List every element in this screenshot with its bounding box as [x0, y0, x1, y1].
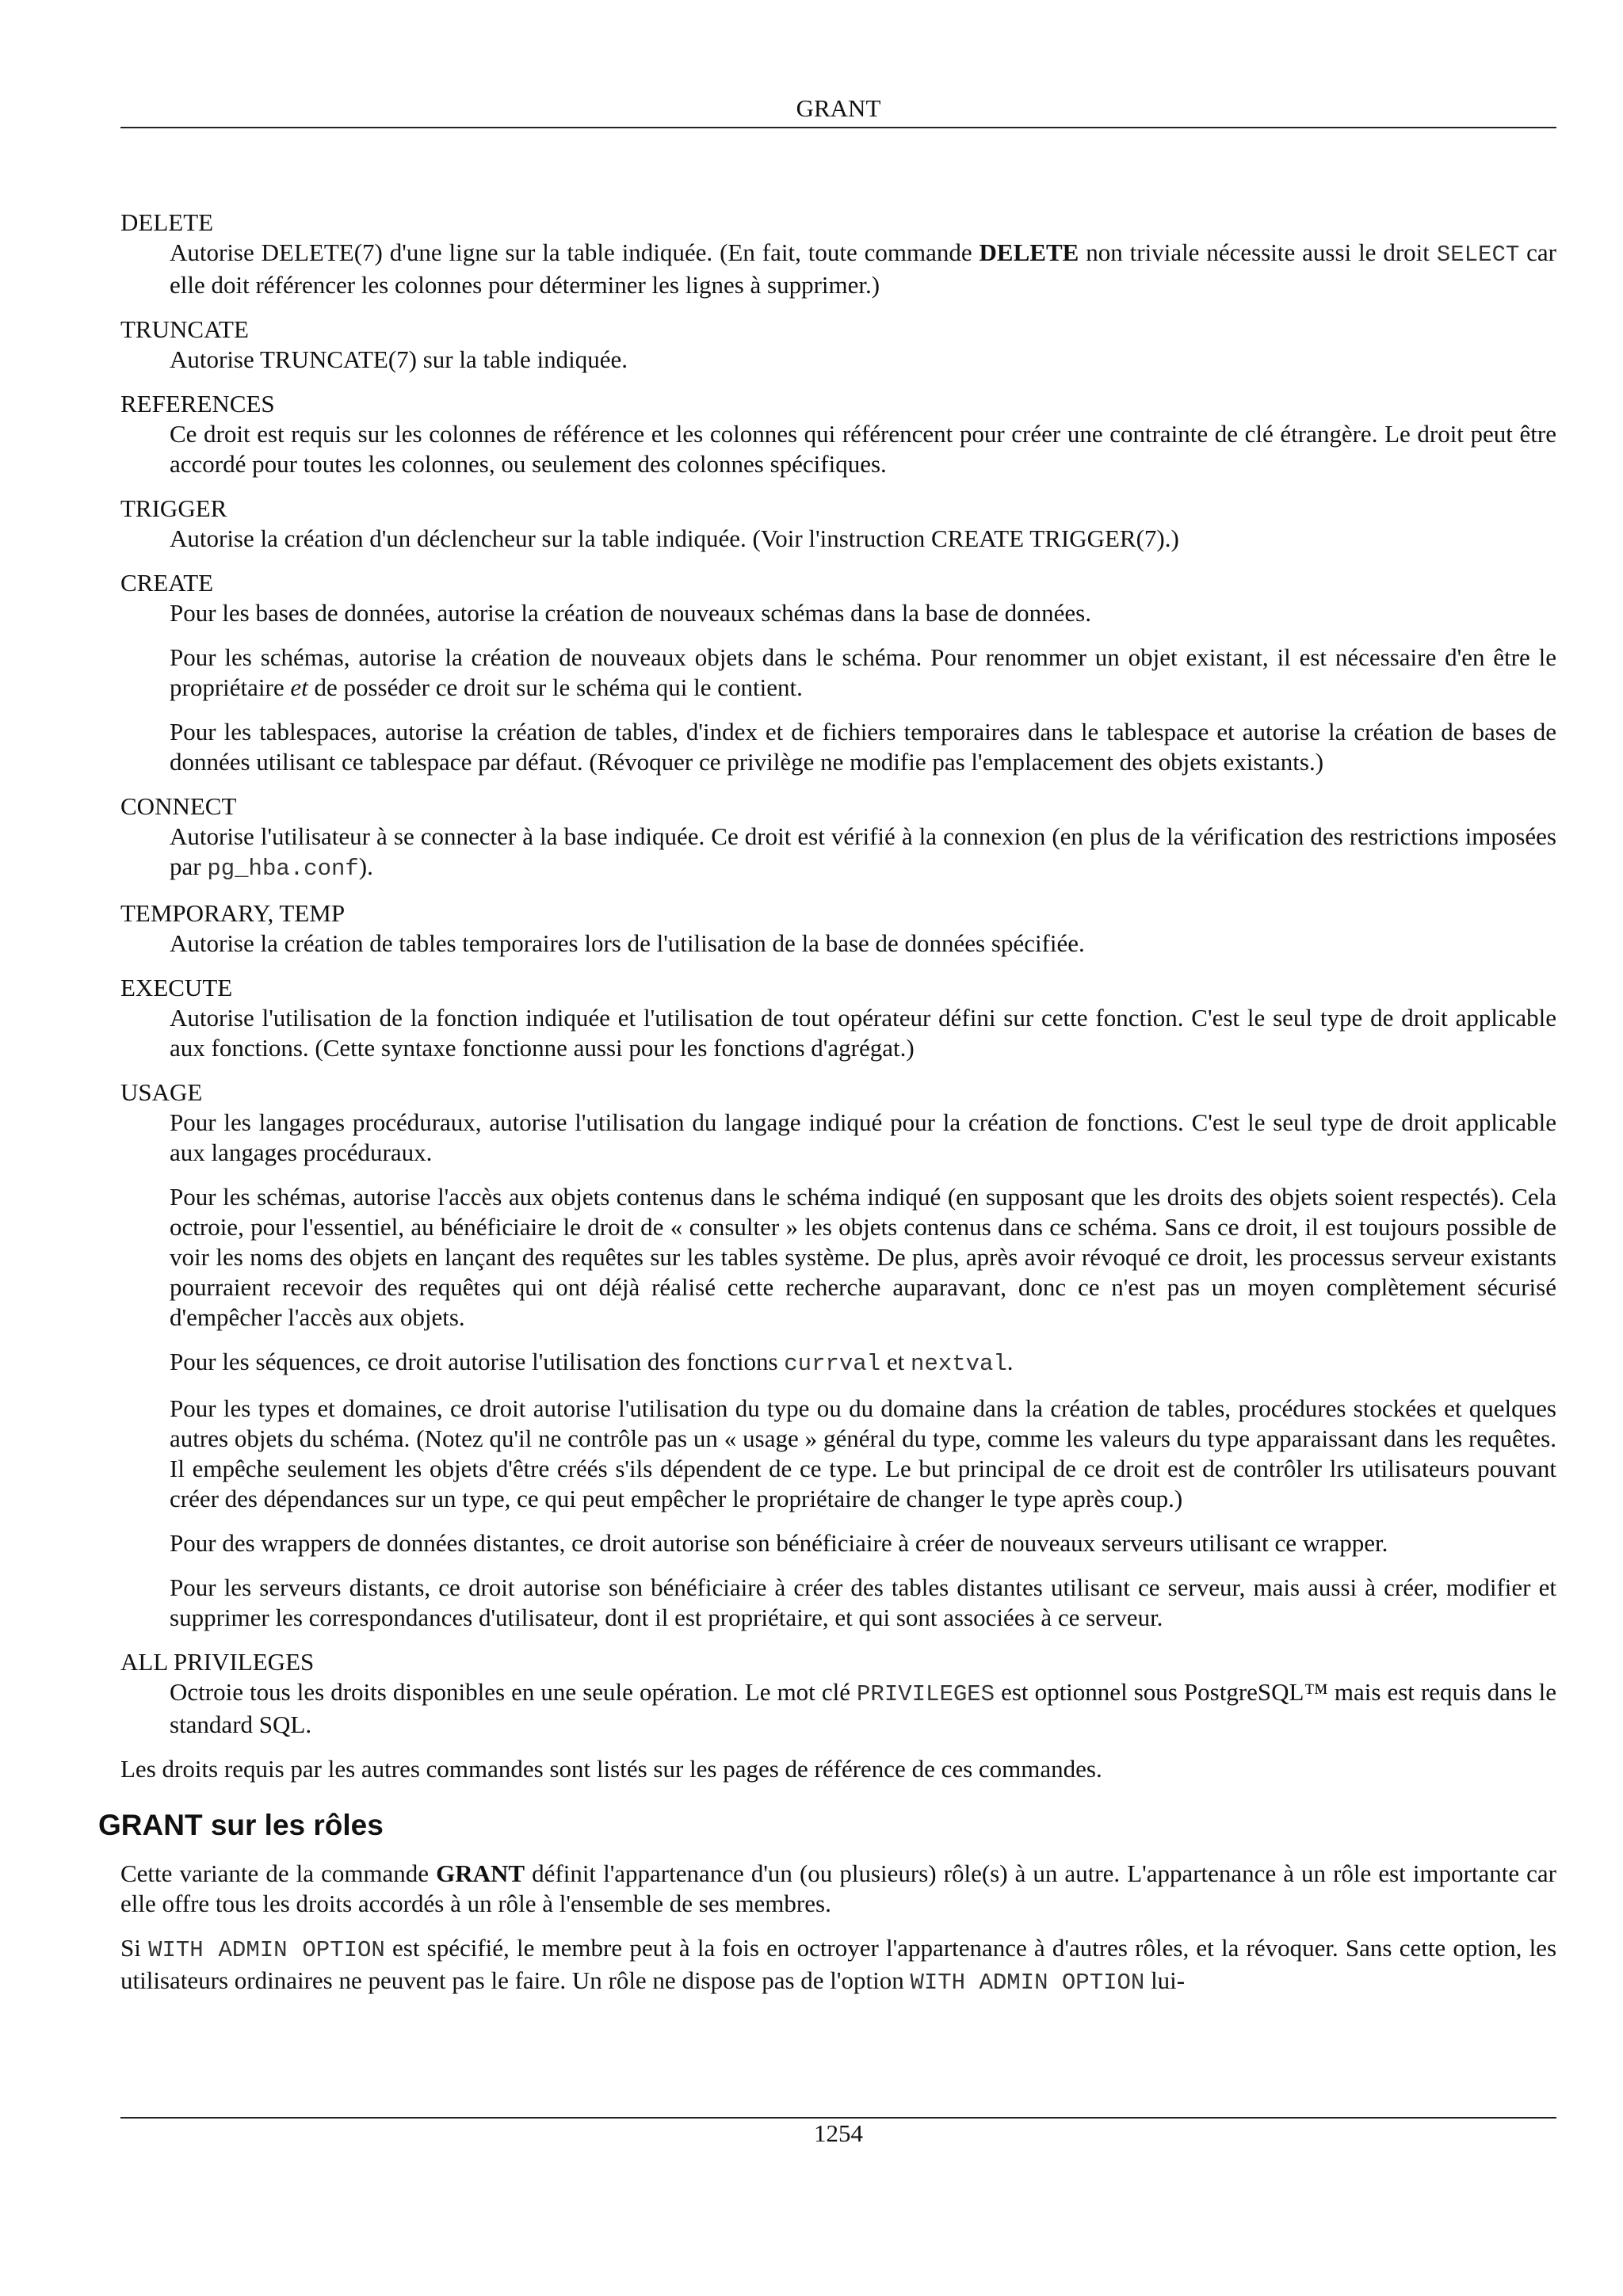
definition-paragraph: Autorise la création d'un déclencheur sur la table indiquée. (Voir l'instruction CREATE TRIGGER(7).) [170, 524, 1179, 552]
definition-execute [170, 1003, 1556, 1063]
definition-paragraph: Pour les langages procéduraux, autorise l'utilisation du langage indiqué pour la création de fonctions. C'est le seul type de droit applicable aux langages procéduraux. [170, 1108, 1556, 1166]
text-run: est spécifié, le membre peut à la fois en octroyer l'appartenance à d'autres rôles, et la révoquer. Sans cette option, les utilisateurs ordinaires ne peuvent pas le faire. Un rôle ne dispose pas de l'option [120, 1934, 1557, 1994]
text-run: Pour les schémas, autorise la création de nouveaux objets dans le schéma. Pour renommer un objet existant, il est nécessaire d'en être le propriétaire [170, 643, 1556, 701]
text-run: Autorise DELETE(7) d'une ligne sur la table indiquée. (En fait, toute commande [170, 238, 980, 266]
text-run: ). [358, 852, 373, 880]
definition-trigger [170, 524, 1556, 554]
definition-paragraph: Pour des wrappers de données distantes, ce droit autorise son bénéficiaire à créer de nouveaux serveurs utilisant ce wrapper. [170, 1529, 1388, 1557]
definition-usage [170, 1108, 1556, 1633]
term-usage: USAGE [120, 1078, 203, 1106]
header-rule [120, 127, 1556, 128]
running-header: GRANT [796, 94, 881, 122]
text-run: Octroie tous les droits disponibles en une seule opération. Le mot clé [170, 1678, 857, 1706]
section-heading: GRANT sur les rôles [98, 1809, 384, 1841]
definition-temporary [170, 929, 1556, 959]
definition-delete [170, 238, 1556, 300]
code-literal: pg_hba.conf [207, 856, 359, 882]
text-run: car elle doit référencer les colonnes pour déterminer les lignes à supprimer.) [170, 238, 1557, 299]
text-run: . [1006, 1348, 1014, 1375]
term-truncate: TRUNCATE [120, 315, 249, 343]
definition-paragraph: Autorise TRUNCATE(7) sur la table indiquée. [170, 345, 628, 373]
code-literal: SELECT [1436, 242, 1520, 268]
text-run: Pour les séquences, ce droit autorise l'utilisation des fonctions [170, 1348, 785, 1375]
section-paragraph [120, 1933, 1556, 1998]
command-name: GRANT [436, 1859, 525, 1887]
term-all-privileges: ALL PRIVILEGES [120, 1648, 315, 1676]
term-execute: EXECUTE [120, 974, 233, 1001]
code-literal: WITH ADMIN OPTION [910, 1970, 1145, 1996]
text-run: est optionnel sous PostgreSQL™ mais est requis dans le standard SQL. [170, 1678, 1557, 1738]
definition-paragraph: Pour les tablespaces, autorise la création de tables, d'index et de fichiers temporaires dans le tablespace et autorise la création de bases de données utilisant ce tablespace par défaut. (Révoquer ce privilège ne modifie pas l'emplacement des objets existants.) [170, 718, 1556, 776]
closing-paragraph: Les droits requis par les autres commandes sont listés sur les pages de référence de ces commandes. [120, 1755, 1102, 1783]
emphasis: et [290, 673, 308, 701]
text-run: non triviale nécessite aussi le droit [1079, 238, 1437, 266]
term-connect: CONNECT [120, 792, 237, 820]
text-run: définit l'appartenance d'un (ou plusieurs) rôle(s) à un autre. L'appartenance à un rôle est importante car elle offre tous les droits accordés à un rôle à l'ensemble de ses membres. [120, 1859, 1557, 1917]
command-name: DELETE [979, 238, 1079, 266]
section-paragraph [120, 1859, 1556, 1919]
definition-paragraph: Pour les schémas, autorise l'accès aux objets contenus dans le schéma indiqué (en supposant que les droits des objets soient respectés). Cela octroie, pour l'essentiel, au bénéficiaire le droit de « consulter » les objets contenus dans ce schéma. Sans ce droit, il est toujours possible de voir les noms des objets en lançant des requêtes sur les tables système. De plus, après avoir révoqué ce droit, les processus serveur existants pourraient recevoir des requêtes qui ont déjà réalisé cette recherche auparavant, donc ce n'est pas un moyen complètement sécurisé d'empêcher l'accès aux objets. [170, 1183, 1556, 1331]
text-run: et [880, 1348, 911, 1375]
definition-paragraph [170, 822, 1556, 884]
term-trigger: TRIGGER [120, 494, 227, 522]
definition-paragraph [170, 1677, 1556, 1740]
definition-create [170, 598, 1556, 777]
code-literal: currval [784, 1351, 881, 1377]
code-literal: nextval [910, 1351, 1007, 1377]
definition-paragraph: Pour les types et domaines, ce droit autorise l'utilisation du type ou du domaine dans la création de tables, procédures stockées et quelques autres objets du schéma. (Notez qu'il ne contrôle pas un « usage » général du type, comme les valeurs du type apparaissant dans les requêtes. Il empêche seulement les objets d'être créés s'ils dépendent de ce type. Le but principal de ce droit est de contrôler lrs utilisateurs pouvant créer des dépendances sur un type, ce qui peut empêcher le propriétaire de changer le type après coup.) [170, 1394, 1556, 1512]
page-number: 1254 [814, 2119, 863, 2147]
text-run: Si [120, 1934, 149, 1962]
definition-paragraph [170, 643, 1556, 703]
definition-all-privileges [170, 1677, 1556, 1740]
code-literal: PRIVILEGES [857, 1681, 995, 1707]
term-temporary: TEMPORARY, TEMP [120, 899, 346, 927]
text-run: Cette variante de la commande [120, 1859, 437, 1887]
definition-paragraph: Pour les bases de données, autorise la création de nouveaux schémas dans la base de données. [170, 599, 1091, 627]
definition-paragraph: Autorise la création de tables temporaires lors de l'utilisation de la base de données spécifiée. [170, 929, 1085, 957]
text-run: lui- [1144, 1966, 1186, 1994]
page-body [98, 208, 1557, 2012]
definition-connect [170, 822, 1556, 884]
text-run: de posséder ce droit sur le schéma qui le contient. [307, 673, 803, 701]
term-references: REFERENCES [120, 390, 275, 418]
term-create: CREATE [120, 569, 214, 597]
definition-paragraph: Autorise l'utilisation de la fonction indiquée et l'utilisation de tout opérateur défini sur cette fonction. C'est le seul type de droit applicable aux fonctions. (Cette syntaxe fonctionne aussi pour les fonctions d'agrégat.) [170, 1004, 1556, 1062]
definition-references [170, 419, 1556, 479]
definition-paragraph: Ce droit est requis sur les colonnes de référence et les colonnes qui référencent pour créer une contrainte de clé étrangère. Le droit peut être accordé pour toutes les colonnes, ou seulement des colonnes spécifiques. [170, 420, 1556, 478]
text-run: Autorise l'utilisateur à se connecter à la base indiquée. Ce droit est vérifié à la connexion (en plus de la vérification des restrictions imposées par [170, 822, 1556, 880]
definition-paragraph: Pour les serveurs distants, ce droit autorise son bénéficiaire à créer des tables distantes utilisant ce serveur, mais aussi à créer, modifier et supprimer les correspondances d'utilisateur, dont il est propriétaire, et qui sont associées à ce serveur. [170, 1573, 1556, 1631]
definition-paragraph [170, 1347, 1556, 1379]
code-literal: WITH ADMIN OPTION [148, 1937, 385, 1963]
term-delete: DELETE [120, 208, 214, 236]
definition-truncate [170, 345, 1556, 375]
definition-paragraph [170, 238, 1556, 300]
